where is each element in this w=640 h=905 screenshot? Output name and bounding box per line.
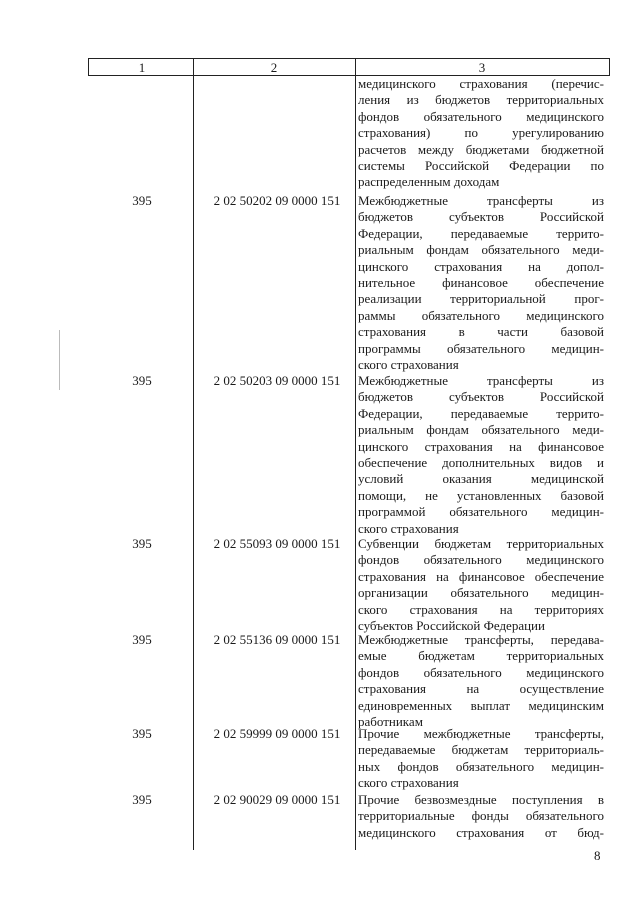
description-line: ского страхования xyxy=(358,356,459,372)
budget-code: 2 02 50202 09 0000 151 xyxy=(213,193,341,208)
description-line: риальным фондам обязательного меди- xyxy=(358,242,604,258)
header-col-3: 3 xyxy=(478,60,486,75)
description-line: территориальные фонды обязательного xyxy=(358,808,604,824)
description-line: обеспечение дополнительных видов и xyxy=(358,454,604,470)
description-line: бюджетов субъектов Российской xyxy=(358,389,604,405)
description-line: субъектов Российской Федерации xyxy=(358,617,545,633)
description-line: работникам xyxy=(358,713,423,729)
description-line: фондов обязательного медицинского xyxy=(358,108,604,124)
description-line: Федерации, передаваемые террито- xyxy=(358,405,604,421)
description-line: Субвенции бюджетам территориальных xyxy=(358,536,604,551)
description-line: распределенным доходам xyxy=(358,174,500,190)
column-divider-2 xyxy=(355,58,356,850)
row-description xyxy=(358,792,604,841)
budget-code: 2 02 90029 09 0000 151 xyxy=(213,792,341,807)
admin-code: 395 xyxy=(132,193,152,208)
description-line: ных фондов обязательного медицин- xyxy=(358,758,604,774)
admin-code: 395 xyxy=(132,536,152,551)
description-line: помощи, не установленных базовой xyxy=(358,487,604,503)
description-line: страхования в части базовой xyxy=(358,324,604,340)
admin-code: 395 xyxy=(132,632,152,647)
description-line: страхования на финансовое обеспечение xyxy=(358,568,604,584)
budget-code: 2 02 50203 09 0000 151 xyxy=(213,373,341,388)
description-line: программой обязательного медицин- xyxy=(358,504,604,520)
budget-code: 2 02 55093 09 0000 151 xyxy=(213,536,341,551)
scan-edge-mark xyxy=(59,330,60,390)
description-line: ского страхования xyxy=(358,775,459,791)
description-line: риальным фондам обязательного меди- xyxy=(358,422,604,438)
description-line: Межбюджетные трансферты, передава- xyxy=(358,632,604,647)
description-line: системы Российской Федерации по xyxy=(358,157,604,173)
description-line: цинского страхования на финансовое xyxy=(358,438,604,454)
table-left-border xyxy=(88,58,89,76)
description-line: ского страхования xyxy=(358,520,459,536)
header-col-1: 1 xyxy=(138,60,146,75)
description-line: Прочие безвозмездные поступления в xyxy=(358,792,604,807)
description-line: цинского страхования на допол- xyxy=(358,258,604,274)
admin-code: 395 xyxy=(132,726,152,741)
page-number: 8 xyxy=(594,848,601,863)
row-description xyxy=(358,632,604,730)
description-line: ления из бюджетов территориальных xyxy=(358,92,604,108)
row-description xyxy=(358,726,604,792)
budget-code: 2 02 59999 09 0000 151 xyxy=(213,726,341,741)
description-line: Федерации, передаваемые террито- xyxy=(358,225,604,241)
budget-code: 2 02 55136 09 0000 151 xyxy=(213,632,341,647)
column-divider-1 xyxy=(193,58,194,850)
description-line: Межбюджетные трансферты из xyxy=(358,373,604,388)
description-line: реализации территориальной прог- xyxy=(358,291,604,307)
description-line: страхования на осуществление xyxy=(358,681,604,697)
row-description xyxy=(358,536,604,634)
description-line: единовременных выплат медицинским xyxy=(358,697,604,713)
description-line: фондов обязательного медицинского xyxy=(358,664,604,680)
admin-code: 395 xyxy=(132,373,152,388)
description-line: бюджетов субъектов Российской xyxy=(358,209,604,225)
description-line: ского страхования на территориях xyxy=(358,601,604,617)
continuation-description xyxy=(358,76,604,191)
table-top-border xyxy=(88,58,610,59)
admin-code: 395 xyxy=(132,792,152,807)
table-right-border xyxy=(609,58,610,76)
description-line: медицинского страхования (перечис- xyxy=(358,76,604,91)
description-line: нительное финансовое обеспечение xyxy=(358,274,604,290)
header-col-2: 2 xyxy=(270,60,278,75)
description-line: организации обязательного медицин- xyxy=(358,585,604,601)
description-line: медицинского страхования от бюд- xyxy=(358,824,604,840)
description-line: условий оказания медицинской xyxy=(358,471,604,487)
description-line: емые бюджетам территориальных xyxy=(358,648,604,664)
row-description xyxy=(358,373,604,537)
description-line: раммы обязательного медицинского xyxy=(358,307,604,323)
description-line: расчетов между бюджетами бюджетной xyxy=(358,141,604,157)
description-line: Межбюджетные трансферты из xyxy=(358,193,604,208)
description-line: Прочие межбюджетные трансферты, xyxy=(358,726,604,741)
row-description xyxy=(358,193,604,373)
description-line: фондов обязательного медицинского xyxy=(358,552,604,568)
description-line: передаваемые бюджетам территориаль- xyxy=(358,742,604,758)
description-line: страхования) по урегулированию xyxy=(358,125,604,141)
description-line: программы обязательного медицин- xyxy=(358,340,604,356)
